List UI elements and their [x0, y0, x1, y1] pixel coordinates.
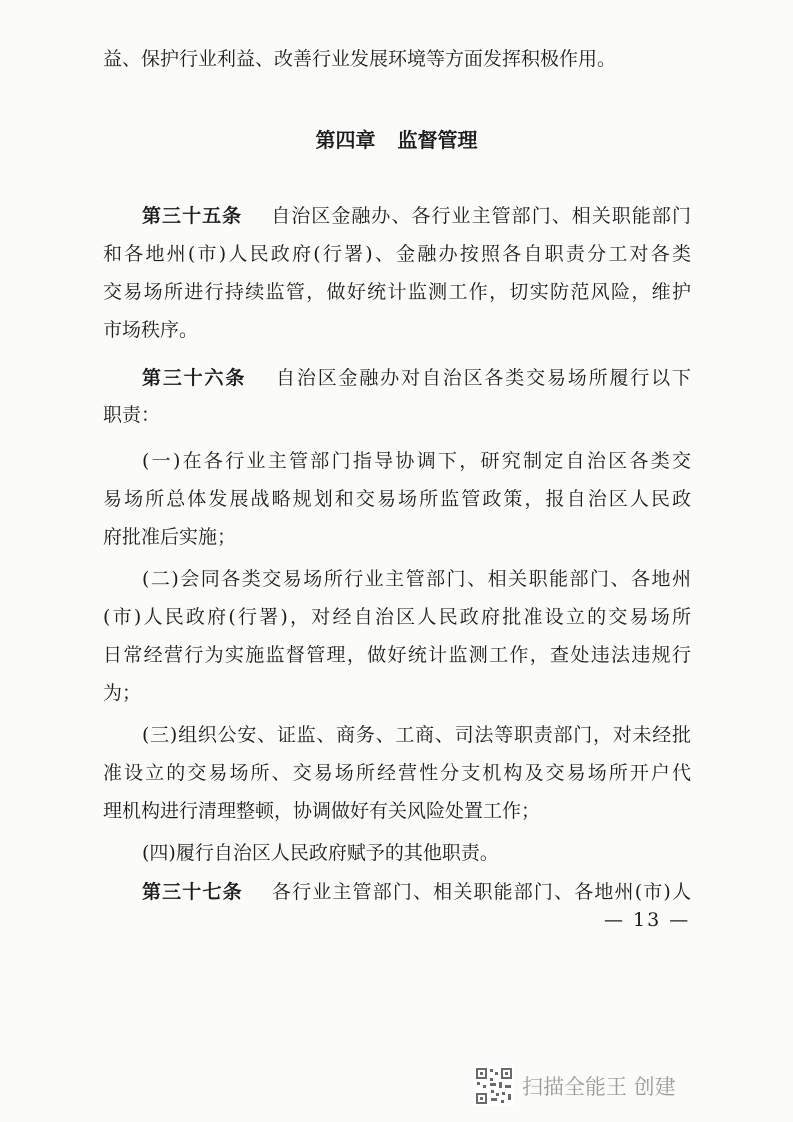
paragraph-line: 交易场所进行持续监管，做好统计监测工作，切实防范风险，维护 [103, 281, 691, 303]
list-item-4: (四)履行自治区人民政府赋予的其他职责。 [142, 842, 499, 864]
paragraph-line: 为； [103, 682, 142, 704]
scanner-watermark [474, 1066, 676, 1106]
paragraph-line: 市场秩序。 [103, 319, 199, 341]
list-item-1-line-1: (一)在各行业主管部门指导协调下，研究制定自治区各类交 [142, 450, 691, 472]
article-36-line-1: 第三十六条 自治区金融办对自治区各类交易场所履行以下 [142, 367, 691, 389]
page-number: — 13 — [604, 909, 691, 931]
paragraph-line: 职责： [103, 404, 161, 426]
paragraph-line: 理机构进行清理整顿，协调做好有关风险处置工作； [103, 800, 541, 822]
article-number: 第三十六条 [142, 367, 247, 389]
qr-code-icon [474, 1066, 514, 1106]
list-item-2-line-1: (二)会同各类交易场所行业主管部门、相关职能部门、各地州 [142, 568, 691, 590]
chapter-heading: 第四章 监督管理 [315, 128, 478, 152]
article-number: 第三十五条 [142, 205, 243, 227]
paragraph-line: 日常经营行为实施监督管理，做好统计监测工作，查处违法违规行 [103, 644, 691, 666]
paragraph-line: 府批准后实施； [103, 526, 237, 548]
watermark-text: 扫描全能王 创建 [522, 1075, 676, 1099]
paragraph-line: (市)人民政府(行署)，对经自治区人民政府批准设立的交易场所 [103, 606, 691, 628]
article-35-line-1: 第三十五条 自治区金融办、各行业主管部门、相关职能部门 [142, 205, 691, 227]
paragraph-line: 益、保护行业利益、改善行业发展环境等方面发挥积极作用。 [103, 48, 617, 70]
paragraph-line: 易场所总体发展战略规划和交易场所监管政策，报自治区人民政 [103, 488, 691, 510]
paragraph-line: 准设立的交易场所、交易场所经营性分支机构及交易场所开户代 [103, 762, 691, 784]
article-37-line-1: 第三十七条 各行业主管部门、相关职能部门、各地州(市)人 [142, 881, 691, 903]
list-item-3-line-1: (三)组织公安、证监、商务、工商、司法等职责部门，对未经批 [142, 724, 691, 746]
paragraph-line: 和各地州(市)人民政府(行署)、金融办按照各自职责分工对各类 [103, 243, 691, 265]
article-number: 第三十七条 [142, 881, 243, 903]
